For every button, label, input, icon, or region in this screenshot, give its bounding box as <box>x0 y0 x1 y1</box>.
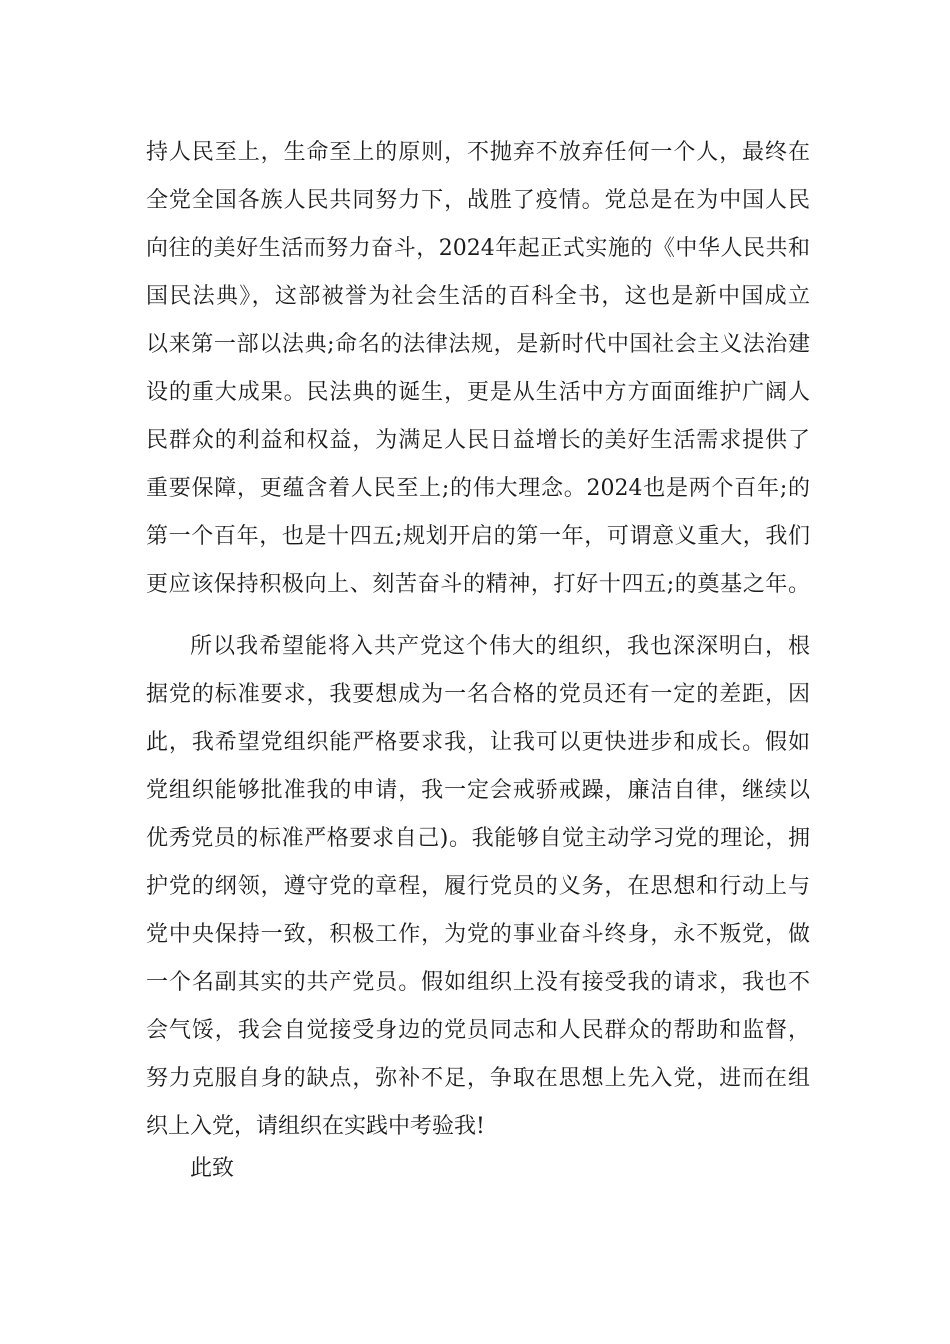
paragraph-line: 国民法典》，这部被誉为社会生活的百科全书，这也是新中国成立 <box>146 284 810 309</box>
paragraph-line: 向往的美好生活而努力奋斗，2024年起正式实施的《中华人民共和 <box>146 236 810 261</box>
paragraph-line: 此，我希望党组织能严格要求我，让我可以更快进步和成长。假如 <box>146 730 810 755</box>
paragraph-line: 设的重大成果。民法典的诞生，更是从生活中方方面面维护广阔人 <box>146 380 810 405</box>
paragraph-line: 所以我希望能将入共产党这个伟大的组织，我也深深明白，根 <box>190 634 810 659</box>
paragraph-line: 党中央保持一致，积极工作，为党的事业奋斗终身，永不叛党，做 <box>146 922 810 947</box>
paragraph-line: 重要保障，更蕴含着人民至上;的伟大理念。2024也是两个百年;的 <box>146 476 810 501</box>
closing-salutation: 此致 <box>190 1156 235 1181</box>
paragraph-line: 据党的标准要求，我要想成为一名合格的党员还有一定的差距，因 <box>146 682 810 707</box>
paragraph-line: 织上入党，请组织在实践中考验我! <box>146 1114 485 1139</box>
paragraph-line: 护党的纲领，遵守党的章程，履行党员的义务，在思想和行动上与 <box>146 874 810 899</box>
paragraph-line: 以来第一部以法典;命名的法律法规，是新时代中国社会主义法治建 <box>146 332 810 357</box>
paragraph-line: 更应该保持积极向上、刻苦奋斗的精神，打好十四五;的奠基之年。 <box>146 572 810 597</box>
paragraph-line: 全党全国各族人民共同努力下，战胜了疫情。党总是在为中国人民 <box>146 188 810 213</box>
paragraph-line: 持人民至上，生命至上的原则，不抛弃不放弃任何一个人，最终在 <box>146 140 810 165</box>
paragraph-line: 第一个百年，也是十四五;规划开启的第一年，可谓意义重大，我们 <box>146 524 810 549</box>
paragraph-line: 优秀党员的标准严格要求自己)。我能够自觉主动学习党的理论，拥 <box>146 826 810 851</box>
paragraph-line: 党组织能够批准我的申请，我一定会戒骄戒躁，廉洁自律，继续以 <box>146 778 810 803</box>
paragraph-line: 民群众的利益和权益，为满足人民日益增长的美好生活需求提供了 <box>146 428 810 453</box>
paragraph-line: 一个名副其实的共产党员。假如组织上没有接受我的请求，我也不 <box>146 970 810 995</box>
paragraph-line: 努力克服自身的缺点，弥补不足，争取在思想上先入党，进而在组 <box>146 1066 810 1091</box>
paragraph-line: 会气馁，我会自觉接受身边的党员同志和人民群众的帮助和监督， <box>146 1018 810 1043</box>
